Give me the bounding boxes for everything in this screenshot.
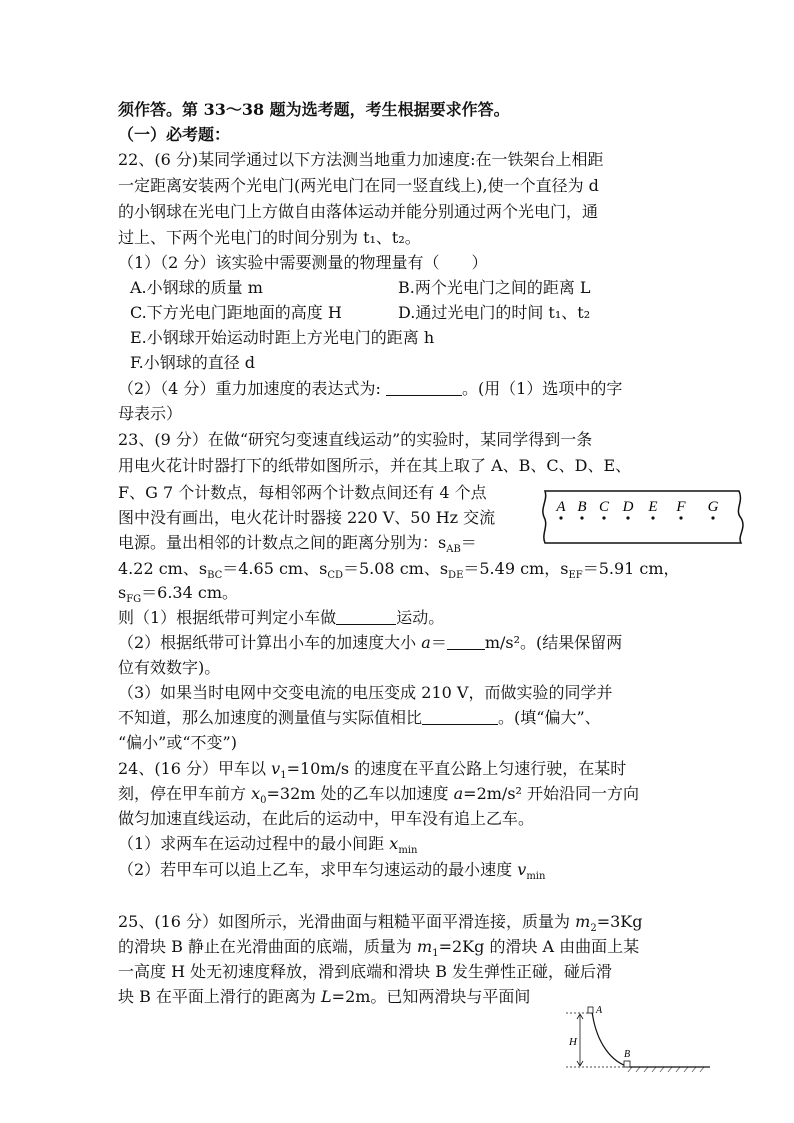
q22-option-a [130,276,263,300]
q23-text: ＝ [430,633,447,652]
q23-text: （2）根据纸带可计算出小车的加速度大小 [118,633,422,652]
subscript: min [398,845,418,857]
q23-line-6 [118,557,680,581]
q22-text: 一定距离安装两个光电门(两光电门在同一竖直线上),使一个直径为 d [118,176,599,195]
subscript: min [526,871,546,883]
q22-part-2 [118,377,622,401]
q23-text: ＝6.34 cm。 [141,583,239,602]
answer-blank[interactable] [336,608,396,625]
q24-text: 刻，停在甲车前方 [118,784,252,803]
ramp-figure [562,1005,712,1080]
q22-option-f [130,351,255,375]
q23-part-3 [118,681,612,705]
q25-text: 块 B 在平面上滑行的距离为 [118,987,322,1006]
q22-text: 的小钢球在光电门上方做自由落体运动并能分别通过两个光电门，通 [118,202,599,221]
intro-text: 须作答。第 33～38 题为选考题，考生根据要求作答。 [118,100,510,119]
answer-blank[interactable] [447,633,485,650]
option-b-text: B.两个光电门之间的距离 L [398,278,591,297]
subscript: CD [327,570,343,582]
variable: x [251,784,261,803]
q22-line-4 [118,226,421,250]
q22-part-1 [118,251,487,275]
variable: m [417,937,433,956]
q22-part-2-cont [118,402,182,426]
q25-text: =3Kg [596,912,643,931]
q24-text: =2m/s² 开始沿同一方向 [463,784,640,803]
q23-text: 位有效数字)。 [118,658,221,677]
q23-text: 电源。量出相邻的计数点之间的距离分别为：s [118,533,447,552]
q24-text: =10m/s 的速度在平直公路上匀速行驶，在某时 [286,759,627,778]
q22-part-2-tail: 。(用（1）选项中的字 [461,379,623,398]
q25-text: 25、(16 分）如图所示，光滑曲面与粗糙平面平滑连接，质量为 [118,912,576,931]
q23-text: 运动。 [396,608,445,627]
q23-line-3 [118,481,487,505]
q24-text: 24、(16 分）甲车以 [118,759,272,778]
q24-line-3 [118,807,534,831]
answer-blank[interactable] [386,379,462,396]
q25-text: =2m。已知两滑块与平面间 [331,987,531,1006]
q22-text: 过上、下两个光电门的时间分别为 t₁、t₂。 [118,228,421,247]
q23-part-2-cont [118,656,220,680]
q25-line-2 [118,935,639,959]
answer-blank[interactable] [422,708,498,725]
tape-label-f: F [676,499,686,515]
q23-line-1 [118,428,592,452]
variable: v [271,759,281,778]
q23-part-3-cont [118,706,601,730]
q23-part-2 [118,631,622,655]
q23-text: “偏小”或“不变”) [118,733,237,752]
q24-text: =32m 处的乙车以加速度 [266,784,454,803]
tape-dot-e [651,516,654,519]
q23-text: 。(填“偏大”、 [498,708,601,727]
tape-label-a: A [556,499,566,515]
subscript: DE [448,570,464,582]
variable: a [453,784,464,803]
q22-option-b [398,276,591,300]
q23-text: 23、(9 分）在做“研究匀变速直线运动”的实验时，某同学得到一条 [118,430,593,449]
q23-line-5 [118,531,477,555]
variable: x [389,834,399,853]
q24-text: （1）求两车在运动过程中的最小间距 [118,834,390,853]
tape-dot-d [626,516,629,519]
subscript: FG [126,594,142,606]
tape-label-e: E [648,499,658,515]
subscript: AB [446,544,461,556]
subscript: BC [207,570,223,582]
block-a [588,1007,593,1013]
q25-text: 一高度 H 处无初速度释放，滑到底端和滑块 B 发生弹性正碰，碰后滑 [118,962,613,981]
q23-text: s [118,583,127,602]
tape-dot-b [580,516,583,519]
q22-line-3 [118,200,598,224]
q24-text: （2）若甲车可以追上乙车，求甲车匀速运动的最小速度 [118,860,518,879]
q25-line-4 [118,985,530,1009]
q23-part-3-end [118,731,237,755]
section-text: （一）必考题： [118,125,231,144]
q22-option-c [130,301,342,325]
label-b: B [624,1049,631,1060]
q24-line-2 [118,782,639,806]
subscript: EF [568,570,583,582]
ramp-svg [562,1005,712,1080]
option-f-text: F.小钢球的直径 d [130,353,256,372]
q22-part-2-text: （2）（4 分）重力加速度的表达式为: [118,379,381,398]
q22-option-e [130,326,434,350]
q25-text: 的滑块 B 静止在光滑曲面的底端，质量为 [118,937,418,956]
q23-text: ＝5.08 cm、s [342,559,449,578]
q24-part-1 [118,832,417,856]
q23-text: ＝ [460,533,477,552]
q23-part-1 [118,606,444,630]
q22-option-d [398,301,590,325]
tape-dot-a [559,516,562,519]
option-c-text: C.下方光电门距地面的高度 H [130,303,342,322]
subscript: 0 [260,795,267,807]
subscript: 1 [280,770,287,782]
q22-part-1-text: （1）（2 分）该实验中需要测量的物理量有（ ） [118,253,488,272]
q23-line-2 [118,454,631,478]
q24-line-1 [118,757,626,781]
q22-line-1 [118,148,604,172]
variable: a [421,633,431,652]
variable: m [575,912,591,931]
subscript: 2 [590,923,597,935]
paper-tape-svg [541,488,745,546]
q25-line-1 [118,910,642,934]
q22-text: 22、(6 分)某同学通过以下方法测当地重力加速度:在一铁架台上相距 [118,150,604,169]
q23-text: 不知道，那么加速度的测量值与实际值相比 [118,708,423,727]
q23-text: 用电火花计时器打下的纸带如图所示，并在其上取了 A、B、C、D、E、 [118,456,632,475]
tape-label-g: G [707,499,719,515]
tape-dot-g [711,516,714,519]
label-h: H [569,1036,577,1048]
q22-line-2 [118,174,599,198]
q23-text: （3）如果当时电网中交变电流的电压变成 210 V，而做实验的同学并 [118,683,613,702]
ramp-curve [592,1011,710,1067]
section-heading [118,123,230,147]
q24-part-2 [118,858,545,882]
q25-text: =2Kg 的滑块 A 由曲面上某 [438,937,640,956]
block-b [624,1061,630,1067]
q22-part-2-cont-text: 母表示） [118,404,183,423]
variable: L [321,987,332,1006]
intro-line [118,98,510,122]
option-a-text: A.小钢球的质量 m [130,278,263,297]
q23-line-7 [118,581,238,605]
q23-text: ＝5.91 cm， [582,559,680,578]
q25-line-3 [118,960,612,984]
ground-hatch [628,1067,704,1072]
q23-text: 4.22 cm、s [118,559,208,578]
q23-text: m/s²。(结果保留两 [484,633,623,652]
option-d-text: D.通过光电门的时间 t₁、t₂ [398,303,591,322]
q24-text: 做匀加速直线运动，在此后的运动中，甲车没有追上乙车。 [118,809,535,828]
q23-text: ＝4.65 cm、s [222,559,328,578]
option-e-text: E.小钢球开始运动时距上方光电门的距离 h [130,328,435,347]
label-a: A [596,1005,603,1016]
paper-tape-figure [541,488,745,546]
tape-label-c: C [598,499,610,515]
subscript: 1 [432,948,439,960]
tape-dot-c [602,516,605,519]
q23-text: 则（1）根据纸带可判定小车做 [118,608,337,627]
variable: v [517,860,527,879]
tape-label-d: D [622,499,634,515]
q23-line-4 [118,506,495,530]
tape-label-b: B [577,499,587,515]
q23-text: F、G 7 个计数点，每相邻两个计数点间还有 4 个点 [118,483,487,502]
tape-dot-f [679,516,682,519]
q23-text: ＝5.49 cm，s [463,559,569,578]
q23-text: 图中没有画出，电火花计时器接 220 V、50 Hz 交流 [118,508,496,527]
